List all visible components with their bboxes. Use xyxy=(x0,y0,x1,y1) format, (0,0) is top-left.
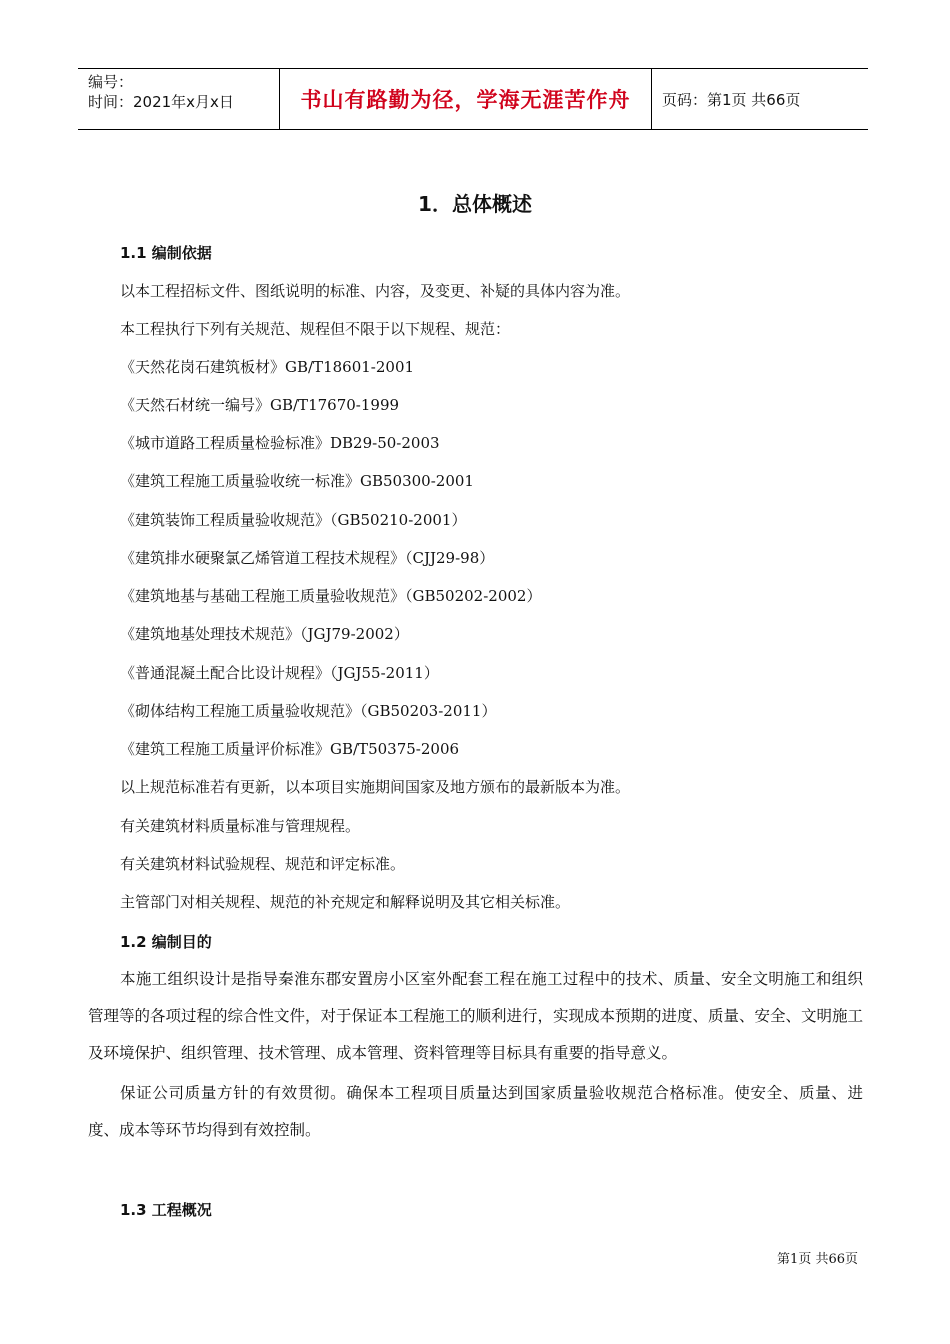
standard-item: 《建筑工程施工质量评价标准》GB/T50375-2006 xyxy=(120,740,460,758)
standard-item: 《天然石材统一编号》GB/T17670-1999 xyxy=(120,396,400,414)
time-label: 时间：2021年x月x日 xyxy=(88,93,234,111)
purpose-paragraph: 保证公司质量方针的有效贯彻。确保本工程项目质量达到国家质量验收规范合格标准。使安全、质量、进度、成本等环节均得到有效控制。 xyxy=(88,1084,863,1139)
header-meta xyxy=(78,69,280,129)
standard-item: 《建筑地基处理技术规范》（JGJ79-2002） xyxy=(120,625,409,643)
standard-item: 《建筑工程施工质量验收统一标准》GB50300-2001 xyxy=(120,472,474,490)
purpose-paragraph: 本施工组织设计是指导秦淮东郡安置房小区室外配套工程在施工过程中的技术、质量、安全文明施工和组织管理等的各项过程的综合性文件，对于保证本工程施工的顺利进行，实现成本预期的进度、质量、安全、文明施工及环境保护、组织管理、技术管理、成本管理、资料管理等目标具有重要的指导意义。 xyxy=(88,970,864,1062)
page-header xyxy=(78,68,868,130)
section-heading-1-2: 1.2 编制目的 xyxy=(120,933,212,951)
document-title: 1．总体概述 xyxy=(418,192,532,216)
header-page-label: 页码：第1页 共66页 xyxy=(662,90,801,109)
standard-item: 《城市道路工程质量检验标准》DB29-50-2003 xyxy=(120,434,440,452)
section-heading-1-3: 1.3 工程概况 xyxy=(120,1201,212,1219)
basis-line: 有关建筑材料试验规程、规范和评定标准。 xyxy=(120,855,406,873)
standard-item: 《天然花岗石建筑板材》GB/T18601-2001 xyxy=(120,358,415,376)
basis-line: 主管部门对相关规程、规范的补充规定和解释说明及其它相关标准。 xyxy=(120,893,571,911)
basis-line: 有关建筑材料质量标准与管理规程。 xyxy=(120,817,361,835)
number-label: 编号： xyxy=(88,73,134,91)
header-motto: 书山有路勤为径，学海无涯苦作舟 xyxy=(280,69,652,129)
basis-line: 以上规范标准若有更新，以本项目实施期间国家及地方颁布的最新版本为准。 xyxy=(120,778,631,796)
standard-item: 《建筑装饰工程质量验收规范》（GB50210-2001） xyxy=(120,511,467,529)
section-heading-1-1: 1.1 编制依据 xyxy=(120,244,212,262)
standard-item: 《普通混凝土配合比设计规程》（JGJ55-2011） xyxy=(120,664,439,682)
standard-item: 《砌体结构工程施工质量验收规范》（GB50203-2011） xyxy=(120,702,497,720)
basis-line: 以本工程招标文件、图纸说明的标准、内容，及变更、补疑的具体内容为准。 xyxy=(120,282,631,300)
basis-line: 本工程执行下列有关规范、规程但不限于以下规程、规范： xyxy=(120,320,511,338)
page-footer: 第1页 共66页 xyxy=(777,1252,858,1267)
standard-item: 《建筑地基与基础工程施工质量验收规范》（GB50202-2002） xyxy=(120,587,542,605)
standard-item: 《建筑排水硬聚氯乙烯管道工程技术规程》（CJJ29-98） xyxy=(120,549,495,567)
